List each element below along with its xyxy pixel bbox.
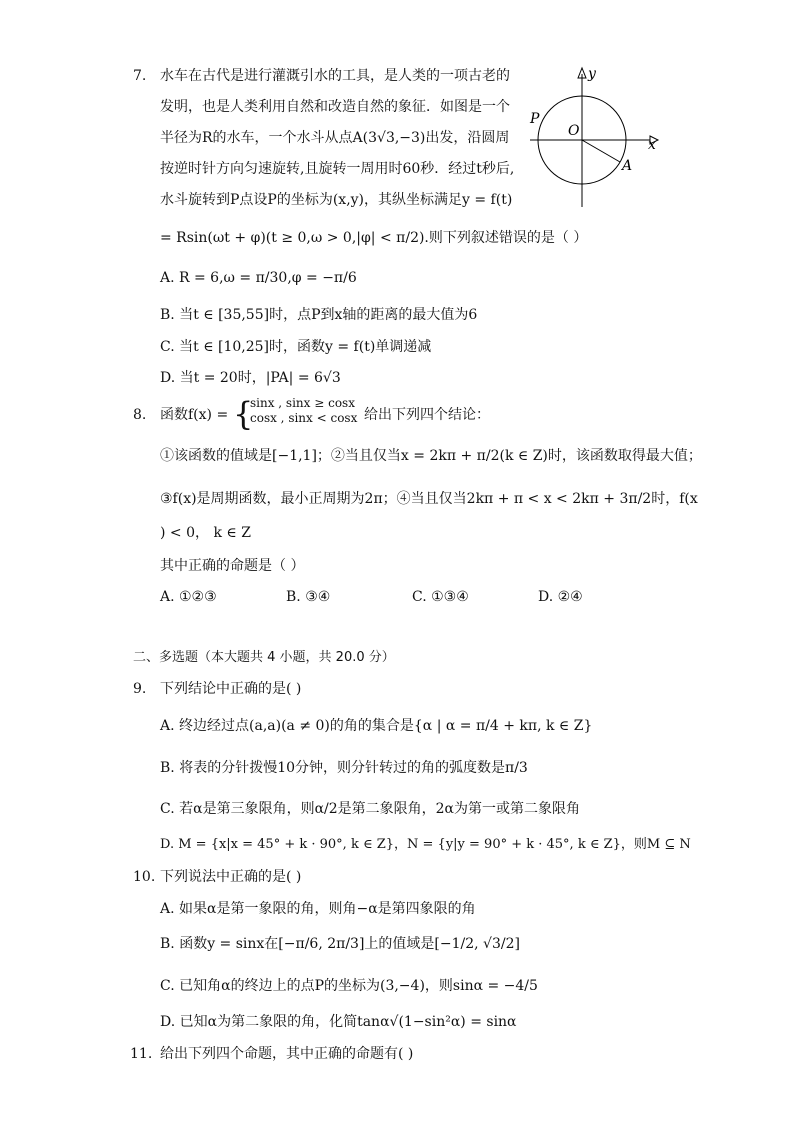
- q10-option-c: C. 已知角α的终边上的点P的坐标为(3,−4)，则sinα = −4/5: [160, 978, 538, 994]
- q10-number: 10.: [133, 869, 156, 885]
- q9-stem: 下列结论中正确的是( ): [160, 681, 302, 697]
- q7-option-b: B. 当t ∈ [35,55]时，点P到x轴的距离的最大值为6: [160, 307, 478, 323]
- q7-line-2: 发明，也是人类利用自然和改造自然的象征．如图是一个: [160, 99, 510, 115]
- q9-option-b: B. 将表的分针拨慢10分钟，则分针转过的角的弧度数是π/3: [160, 760, 528, 776]
- q10-stem: 下列说法中正确的是( ): [160, 869, 302, 885]
- q8-brace: {: [233, 395, 254, 433]
- q8-stem-prefix: 函数f(x) =: [160, 407, 229, 423]
- q7-line-1: 水车在古代是进行灌溉引水的工具，是人类的一项古老的: [160, 68, 510, 84]
- q8-line-4: ) < 0， k ∈ Z: [160, 525, 251, 541]
- q8-case-2: cosx , sinx < cosx: [250, 411, 358, 425]
- q8-case-1: sinx , sinx ≥ cosx: [250, 396, 355, 410]
- q11-number: 11.: [130, 1046, 153, 1062]
- y-label: y: [588, 66, 596, 82]
- q9-number: 9.: [133, 681, 147, 697]
- q8-option-c: C. ①③④: [412, 589, 469, 605]
- q9-option-d: D. M = {x|x = 45° + k · 90°, k ∈ Z}，N = {y|y = 90° + k · 45°, k ∈ Z}，则M ⊆ N: [160, 837, 691, 852]
- q9-option-a: A. 终边经过点(a,a)(a ≠ 0)的角的集合是{α | α = π/4 + kπ, k ∈ Z}: [160, 718, 593, 734]
- q8-option-b: B. ③④: [286, 589, 331, 605]
- q8-line-2: ①该函数的值域是[−1,1]；②当且仅当x = 2kπ + π/2(k ∈ Z)时，该函数取得最大值；: [160, 448, 702, 464]
- q7-line-6: = Rsin(ωt + φ)(t ≥ 0,ω > 0,|φ| < π/2).则下列叙述错误的是（ ）: [160, 230, 588, 246]
- q9-option-c: C. 若α是第三象限角，则α/2是第二象限角，2α为第一或第二象限角: [160, 801, 581, 817]
- q7-line-3: 半径为R的水车，一个水斗从点A(3√3,−3)出发，沿圆周: [160, 130, 510, 146]
- q10-option-b: B. 函数y = sinx在[−π/6, 2π/3]上的值域是[−1/2, √3/2]: [160, 936, 520, 952]
- p-label: P: [530, 111, 540, 127]
- a-label: A: [622, 158, 633, 174]
- q8-number: 8.: [133, 407, 147, 423]
- q8-line-5: 其中正确的命题是（ ）: [160, 558, 305, 574]
- q8-option-d: D. ②④: [538, 589, 583, 605]
- x-label: x: [648, 137, 656, 153]
- q10-option-d: D. 已知α为第二象限的角，化简tanα√(1−sin²α) = sinα: [160, 1014, 517, 1030]
- q8-option-a: A. ①②③: [160, 589, 217, 605]
- q8-line-3: ③f(x)是周期函数，最小正周期为2π；④当且仅当2kπ + π < x < 2kπ + 3π/2时，f(x: [160, 491, 698, 507]
- q8-stem-suffix: 给出下列四个结论：: [364, 407, 490, 423]
- q7-option-c: C. 当t ∈ [10,25]时，函数y = f(t)单调递减: [160, 339, 432, 355]
- water-wheel-figure: [520, 62, 670, 207]
- q7-line-5: 水斗旋转到P点设P的坐标为(x,y)，其纵坐标满足y = f(t): [160, 192, 513, 208]
- q7-number: 7.: [133, 68, 147, 84]
- q7-option-a: A. R = 6,ω = π/30,φ = −π/6: [160, 270, 357, 286]
- q7-line-4: 按逆时针方向匀速旋转,且旋转一周用时60秒．经过t秒后,: [160, 161, 515, 177]
- section-heading: 二、多选题（本大题共 4 小题，共 20.0 分）: [133, 650, 395, 665]
- q10-option-a: A. 如果α是第一象限的角，则角−α是第四象限的角: [160, 901, 476, 917]
- q7-option-d: D. 当t = 20时，|PA| = 6√3: [160, 370, 341, 386]
- radius-to-a: [582, 140, 620, 162]
- q11-stem: 给出下列四个命题，其中正确的命题有( ): [160, 1046, 414, 1062]
- origin-label: O: [568, 123, 580, 139]
